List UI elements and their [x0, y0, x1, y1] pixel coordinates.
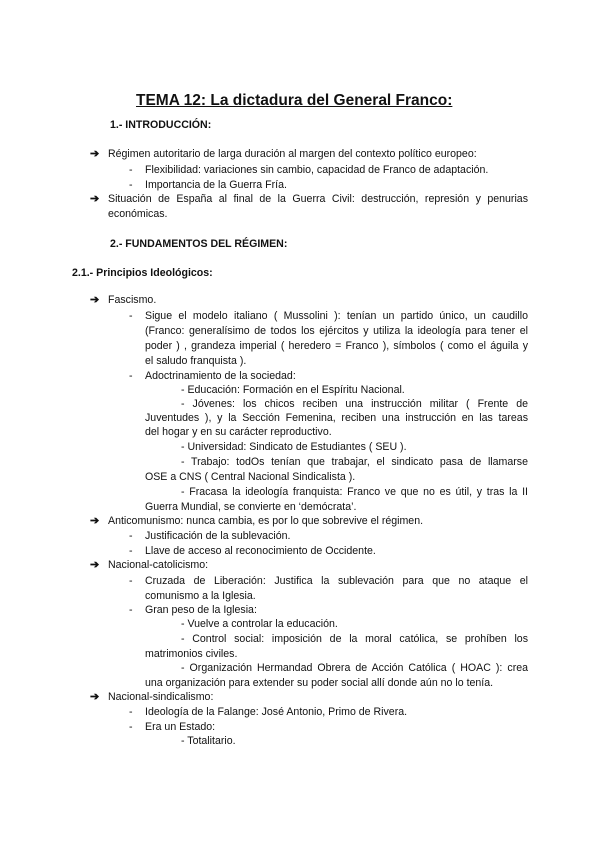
heading-principios: 2.1.- Principios Ideológicos:	[72, 267, 213, 279]
item-fracasa-line: - Fracasa la ideología franquista: Franco ve que no es útil, y tras la II	[181, 486, 528, 498]
fascismo-line: poder ) , grandeza imperial ( heredero = Franco ), símbolos ( como el águila y	[145, 340, 528, 352]
dash-icon: -	[129, 530, 133, 542]
sub-falange: Ideología de la Falange: José Antonio, Primo de Rivera.	[145, 706, 408, 718]
arrow-icon: ➔	[90, 193, 100, 205]
fascismo-line: (Franco: generalísimo de todos los ejércitos y utiliza la ideología para tener el	[145, 325, 528, 337]
sub-flexibilidad: Flexibilidad: variaciones sin cambio, capacidad de Franco de adaptación.	[145, 164, 489, 176]
arrow-icon: ➔	[90, 691, 100, 703]
sub-llave: Llave de acceso al reconocimiento de Occidente.	[145, 545, 376, 557]
bullet-situacion-line: Situación de España al final de la Guerra Civil: destrucción, represión y penurias	[108, 193, 528, 205]
item-jovenes-line: Juventudes ), y la Sección Femenina, reciben una instrucción en las tareas	[145, 412, 528, 424]
page-title: TEMA 12: La dictadura del General Franco:	[136, 92, 453, 109]
arrow-icon: ➔	[90, 515, 100, 527]
sub-adoctrinamiento: Adoctrinamiento de la sociedad:	[145, 370, 296, 382]
bullet-situacion-line: económicas.	[108, 208, 168, 220]
bullet-nacional-catolicismo: Nacional-catolicismo:	[108, 559, 209, 571]
item-jovenes-line: - Jóvenes: los chicos reciben una instrucción militar ( Frente de	[181, 398, 528, 410]
item-totalitario: - Totalitario.	[181, 735, 236, 747]
dash-icon: -	[129, 370, 133, 382]
dash-icon: -	[129, 164, 133, 176]
item-trabajo-line: OSE a CNS ( Central Nacional Sindicalista ).	[145, 471, 356, 483]
arrow-icon: ➔	[90, 148, 100, 160]
item-jovenes-line: del hogar y en su carácter reproductivo.	[145, 426, 332, 438]
item-control-social-line: matrimonios civiles.	[145, 648, 238, 660]
item-hoac-line: - Organización Hermandad Obrera de Acción Católica ( HOAC ): crea	[181, 662, 528, 674]
dash-icon: -	[129, 604, 133, 616]
item-trabajo-line: - Trabajo: todOs tenían que trabajar, el sindicato pasa de llamarse	[181, 456, 528, 468]
arrow-icon: ➔	[90, 559, 100, 571]
item-universidad: - Universidad: Sindicato de Estudiantes ( SEU ).	[181, 441, 407, 453]
dash-icon: -	[129, 310, 133, 322]
item-educacion: - Educación: Formación en el Espíritu Nacional.	[181, 384, 405, 396]
fascismo-line: el saludo franquista ).	[145, 355, 247, 367]
sub-gran-peso: Gran peso de la Iglesia:	[145, 604, 257, 616]
dash-icon: -	[129, 179, 133, 191]
cruzada-line: comunismo a la Iglesia.	[145, 590, 256, 602]
sub-estado: Era un Estado:	[145, 721, 216, 733]
arrow-icon: ➔	[90, 294, 100, 306]
item-hoac-line: una organización para extender su poder social allí donde aún no lo tenía.	[145, 677, 494, 689]
dash-icon: -	[129, 575, 133, 587]
bullet-nacional-sindicalismo: Nacional-sindicalismo:	[108, 691, 214, 703]
sub-guerra-fria: Importancia de la Guerra Fría.	[145, 179, 287, 191]
dash-icon: -	[129, 721, 133, 733]
heading-fundamentos: 2.- FUNDAMENTOS DEL RÉGIMEN:	[110, 238, 288, 250]
bullet-anticomunismo: Anticomunismo: nunca cambia, es por lo que sobrevive el régimen.	[108, 515, 424, 527]
bullet-regimen: Régimen autoritario de larga duración al margen del contexto político europeo:	[108, 148, 477, 160]
dash-icon: -	[129, 706, 133, 718]
cruzada-line: Cruzada de Liberación: Justifica la sublevación para que no ataque el	[145, 575, 528, 587]
sub-justificacion: Justificación de la sublevación.	[145, 530, 291, 542]
bullet-fascismo: Fascismo.	[108, 294, 157, 306]
heading-introduccion: 1.- INTRODUCCIÓN:	[110, 119, 212, 131]
item-fracasa-line: Guerra Mundial, se convierte en ‘demócrata’.	[145, 501, 357, 513]
item-vuelve-controlar: - Vuelve a controlar la educación.	[181, 618, 338, 630]
dash-icon: -	[129, 545, 133, 557]
fascismo-line: Sigue el modelo italiano ( Mussolini ): tenían un partido único, un caudillo	[145, 310, 528, 322]
item-control-social-line: - Control social: imposición de la moral católica, se prohíben los	[181, 633, 528, 645]
